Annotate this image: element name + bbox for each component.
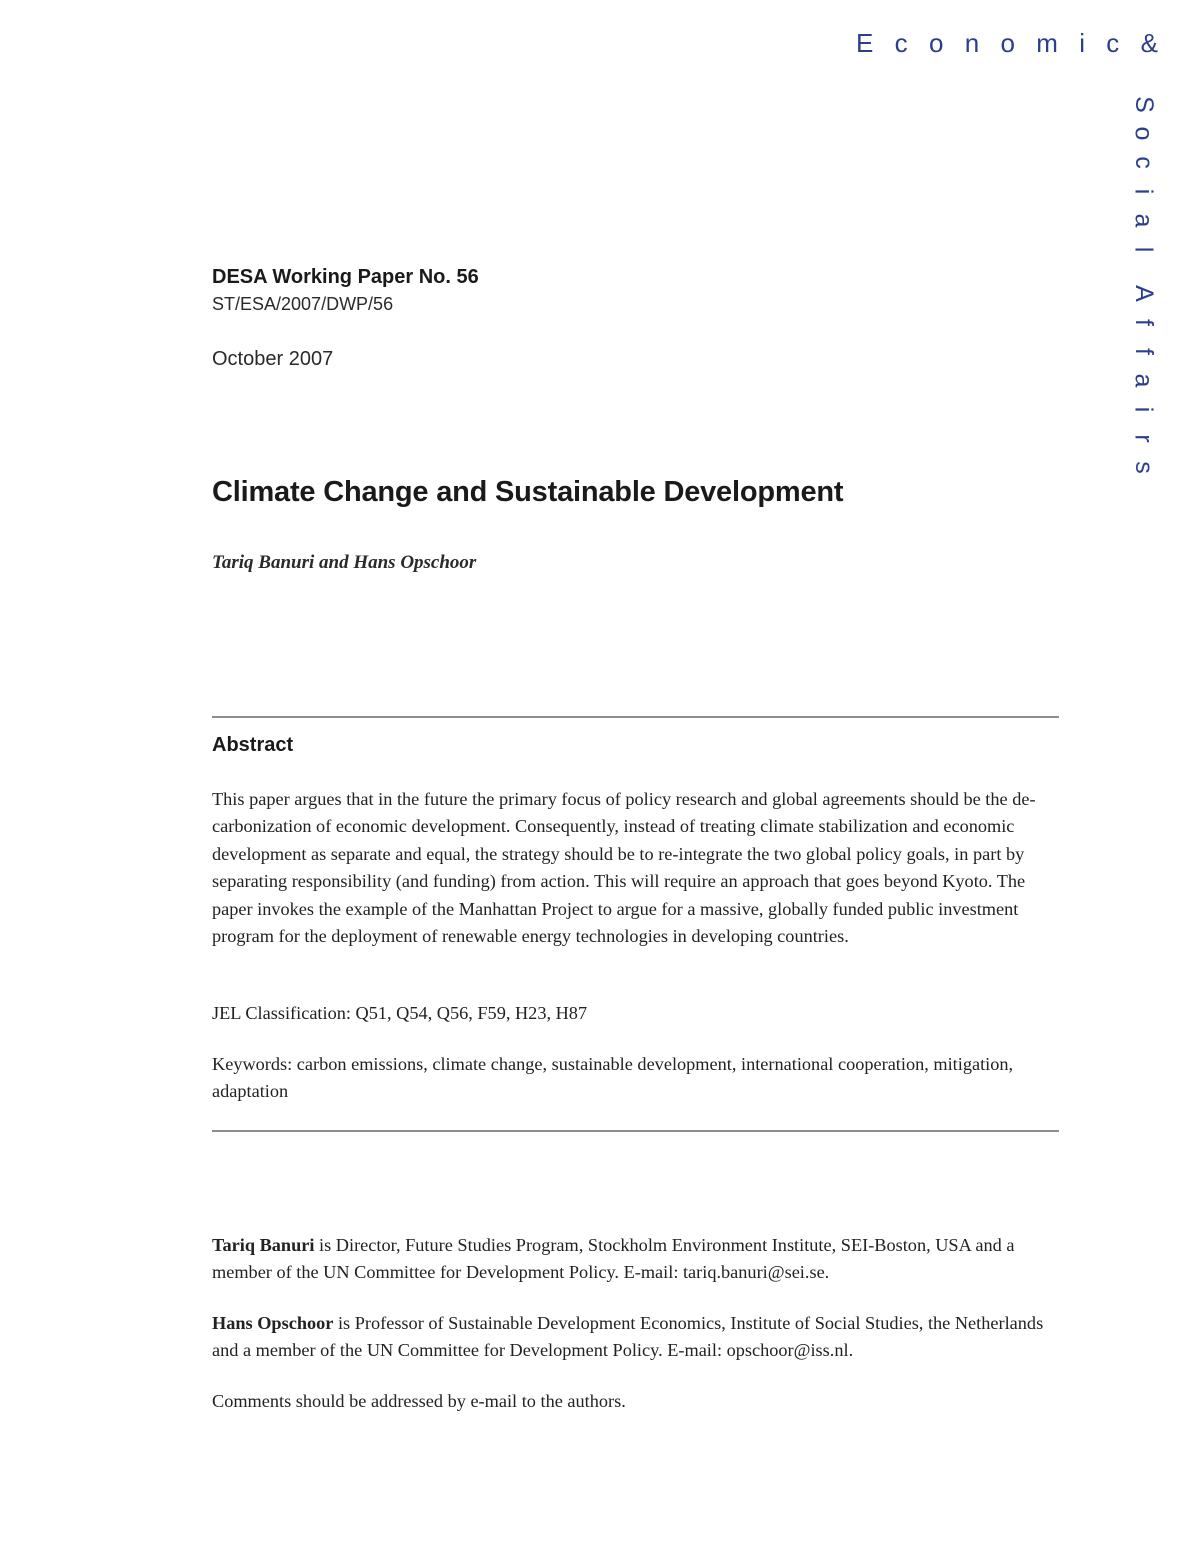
author-bio-name: Hans Opschoor [212, 1313, 334, 1333]
author-bio-banuri [212, 1232, 1060, 1287]
brand-letter: a [1129, 373, 1158, 388]
brand-letter: c [1129, 156, 1158, 169]
brand-letter: f [1129, 319, 1158, 327]
brand-letter: c [1106, 27, 1120, 58]
abstract-top-divider [212, 716, 1059, 718]
brand-letter: m [1036, 27, 1058, 58]
comments-note: Comments should be addressed by e-mail to the authors. [212, 1391, 626, 1411]
jel-classification: JEL Classification: Q51, Q54, Q56, F59, H23, H87 [212, 1003, 588, 1023]
brand-letter: & [1140, 27, 1158, 58]
brand-letter: i [1129, 188, 1158, 195]
publication-date: October 2007 [212, 348, 334, 370]
author-bio-opschoor [212, 1310, 1060, 1365]
brand-letter: s [1129, 461, 1158, 474]
brand-letter: l [1129, 246, 1158, 252]
abstract-body: This paper argues that in the future the primary focus of policy research and global agreements should be the de-carbonization of economic development. Consequently, instead of treating climate stabilization and economic development as separate and equal, the strategy should be to re-integrate the two global policy goals, in part by separating responsibility (and funding) from action. This will require an approach that goes beyond Kyoto. The paper invokes the example of the Manhattan Project to argue for a massive, globally funded public investment program for the deployment of renewable energy technologies in developing countries. [212, 789, 1036, 947]
brand-letter: n [964, 27, 980, 58]
author-bio-text: is Professor of Sustainable Development Economics, Institute of Social Studies, the Netherlands and a member of the UN Committee for Development Policy. E-mail: opschoor@iss.nl. [212, 1313, 1044, 1361]
brand-letter: c [894, 27, 908, 58]
brand-letter: E [856, 27, 874, 58]
brand-letter: a [1129, 213, 1158, 228]
author-bio-name: Tariq Banuri [212, 1235, 315, 1255]
abstract-heading: Abstract [212, 734, 294, 756]
brand-letter: f [1129, 348, 1158, 356]
abstract-bottom-divider [212, 1130, 1059, 1132]
brand-social-affairs-wordmark [1128, 92, 1158, 480]
brand-letter: S [1129, 96, 1158, 113]
brand-letter: o [1129, 126, 1158, 141]
brand-letter: i [1079, 27, 1085, 58]
paper-title: Climate Change and Sustainable Development [212, 476, 844, 508]
document-symbol: ST/ESA/2007/DWP/56 [212, 294, 394, 314]
brand-economic-wordmark [856, 28, 1158, 58]
keywords: Keywords: carbon emissions, climate change, sustainable development, international cooperation, mitigation, adaptation [212, 1054, 1014, 1102]
paper-authors: Tariq Banuri and Hans Opschoor [212, 552, 477, 573]
brand-letter: o [928, 27, 944, 58]
working-paper-number: DESA Working Paper No. 56 [212, 266, 479, 288]
brand-letter: i [1129, 406, 1158, 413]
brand-letter: o [1000, 27, 1015, 58]
brand-letter: r [1129, 434, 1158, 443]
brand-letter: A [1129, 285, 1158, 303]
author-bio-text: is Director, Future Studies Program, Stockholm Environment Institute, SEI-Boston, USA and a member of the UN Committee for Development Policy. E-mail: tariq.banuri@sei.se. [212, 1235, 1015, 1283]
